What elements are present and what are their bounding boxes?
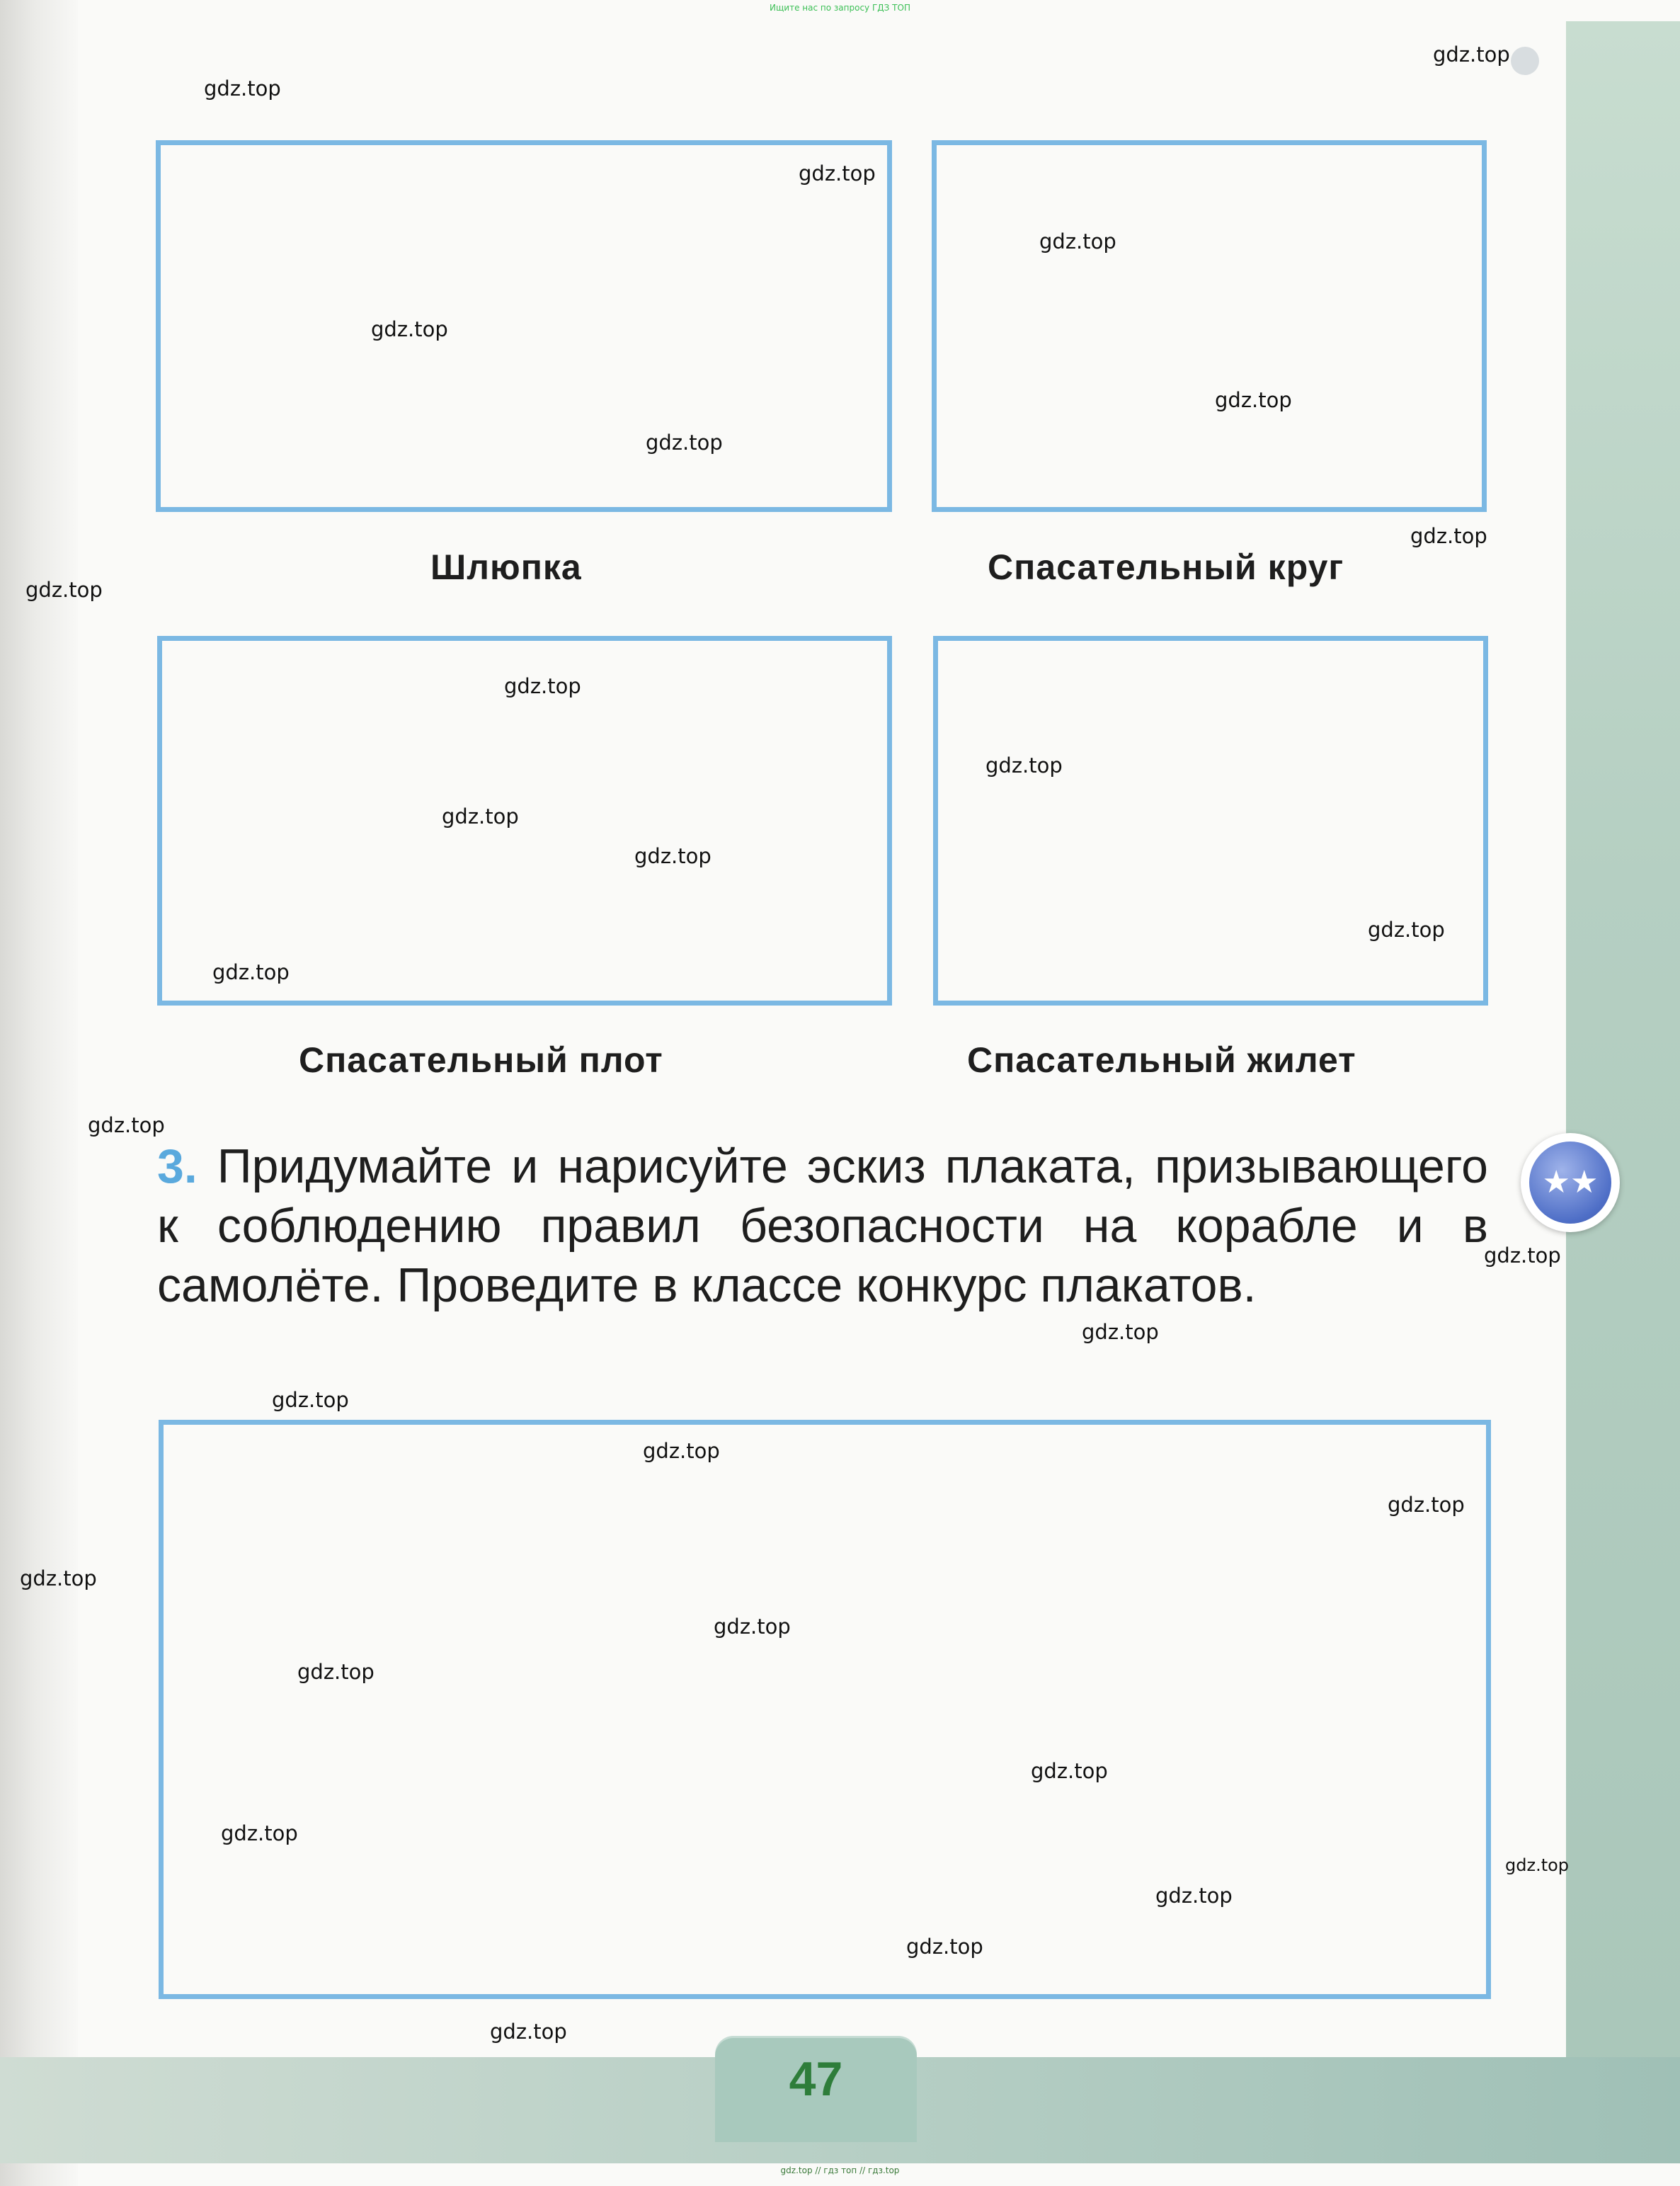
task-3 <box>157 1137 1488 1315</box>
watermark: gdz.top <box>88 1113 165 1137</box>
header-note: Ищите нас по запросу ГДЗ ТОП <box>770 3 910 13</box>
watermark: gdz.top <box>714 1615 791 1639</box>
caption-raft: Спасательный плот <box>299 1040 663 1080</box>
caption-vest: Спасательный жилет <box>967 1040 1356 1080</box>
watermark: gdz.top <box>371 317 448 341</box>
caption-ring: Спасательный круг <box>988 547 1344 587</box>
watermark: gdz.top <box>272 1388 349 1412</box>
watermark: gdz.top <box>906 1935 983 1959</box>
watermark: gdz.top <box>221 1821 298 1845</box>
watermark: gdz.top <box>212 960 290 984</box>
watermark: gdz.top <box>442 804 519 829</box>
watermark: gdz.top <box>1433 42 1510 67</box>
drawing-frame-boat[interactable] <box>156 140 892 512</box>
watermark: gdz.top <box>490 2020 567 2044</box>
watermark: gdz.top <box>1505 1855 1570 1875</box>
watermark: gdz.top <box>1388 1493 1465 1517</box>
decorative-margin <box>1566 21 1680 2160</box>
watermark: gdz.top <box>1082 1320 1159 1344</box>
watermark: gdz.top <box>799 161 876 186</box>
two-stars-icon <box>1521 1133 1620 1232</box>
watermark: gdz.top <box>504 674 581 698</box>
page-number: 47 <box>789 2052 843 2106</box>
watermark: gdz.top <box>1410 524 1487 548</box>
watermark: gdz.top <box>634 844 712 868</box>
page-number-tab <box>715 2036 917 2142</box>
watermark: gdz.top <box>1484 1243 1561 1268</box>
watermark: gdz.top <box>643 1439 720 1463</box>
drawing-frame-ring[interactable] <box>932 140 1487 512</box>
stars-glyph: ★★ <box>1529 1142 1611 1224</box>
watermark: gdz.top <box>25 578 103 602</box>
watermark: gdz.top <box>646 431 723 455</box>
task-text: Придумайте и нарисуйте эскиз плаката, призывающего к соблюдению правил безопасности на корабле и в самолёте. Проведите в классе конкурс плакатов. <box>157 1139 1488 1312</box>
watermark: gdz.top <box>1031 1759 1108 1783</box>
decorative-dot <box>1511 47 1539 75</box>
watermark: gdz.top <box>204 76 281 101</box>
watermark: gdz.top <box>297 1660 375 1684</box>
drawing-frame-poster[interactable] <box>159 1420 1491 1999</box>
watermark: gdz.top <box>1368 918 1445 942</box>
watermark: gdz.top <box>20 1566 97 1590</box>
footer-note: gdz.top // гдз топ // гдз.top <box>780 2165 900 2175</box>
watermark: gdz.top <box>1039 229 1116 254</box>
watermark: gdz.top <box>1215 388 1292 412</box>
watermark: gdz.top <box>985 753 1063 778</box>
task-number: 3. <box>157 1139 198 1193</box>
book-spine-shadow <box>0 0 78 2186</box>
caption-boat: Шлюпка <box>430 547 582 587</box>
drawing-frame-vest[interactable] <box>933 636 1488 1006</box>
watermark: gdz.top <box>1155 1884 1233 1908</box>
